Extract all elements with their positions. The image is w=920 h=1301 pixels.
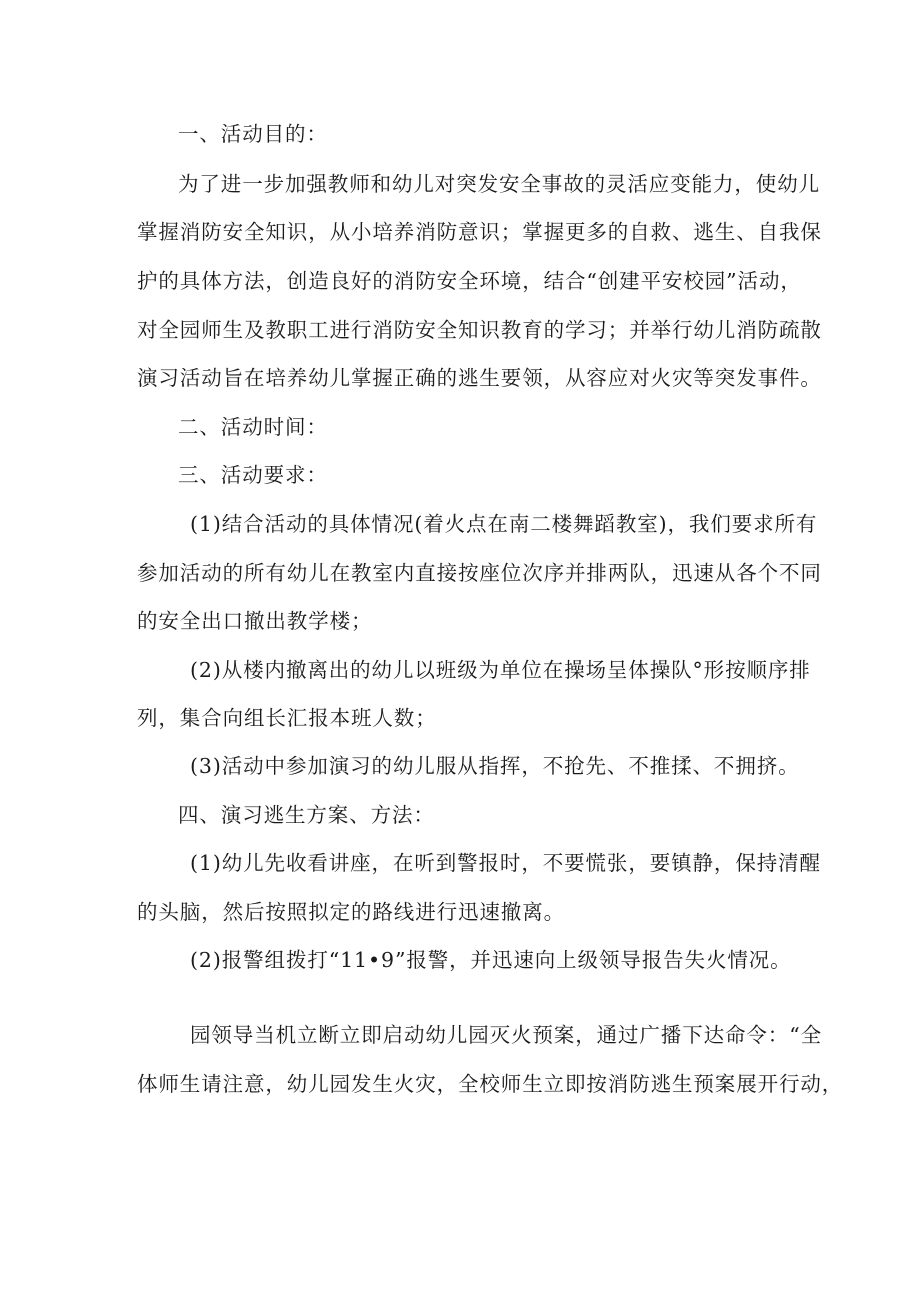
paragraph-line: 为了进一步加强教师和幼儿对突发安全事故的灵活应变能力，使幼儿	[178, 172, 820, 196]
heading-activity-requirements: 三、活动要求：	[178, 463, 328, 487]
heading-activity-purpose: 一、活动目的：	[178, 122, 328, 146]
paragraph-line: 园领导当机立断立即启动幼儿园灭火预案，通过广播下达命令：“全	[190, 1023, 822, 1047]
paragraph-line: 的头脑，然后按照拟定的路线进行迅速撤离。	[137, 900, 565, 924]
paragraph-line: 的安全出口撤出教学楼；	[137, 609, 373, 633]
paragraph-line: (2)报警组拨打“11•9”报警，并迅速向上级领导报告失火情况。	[190, 948, 792, 972]
heading-drill-plan: 四、演习逃生方案、方法：	[178, 803, 435, 827]
paragraph-line: 参加活动的所有幼儿在教室内直接按座位次序并排两队，迅速从各个不同	[137, 561, 822, 585]
paragraph-line: 体师生请注意，幼儿园发生火灾，全校师生立即按消防逃生预案展开行动，	[137, 1072, 844, 1096]
paragraph-line: 列，集合向组长汇报本班人数；	[137, 706, 437, 730]
paragraph-line: (1)结合活动的具体情况(着火点在南二楼舞蹈教室)，我们要求所有	[190, 512, 818, 536]
paragraph-line: (3)活动中参加演习的幼儿服从指挥，不抢先、不推揉、不拥挤。	[190, 754, 800, 778]
paragraph-line: 对全园师生及教职工进行消防安全知识教育的学习；并举行幼儿消防疏散	[137, 318, 822, 342]
paragraph-line: 护的具体方法，创造良好的消防安全环境，结合“创建平安校园”活动，	[137, 269, 802, 293]
paragraph-line: 掌握消防安全知识，从小培养消防意识；掌握更多的自救、逃生、自我保	[137, 220, 822, 244]
paragraph-line: (2)从楼内撤离出的幼儿以班级为单位在操场呈体操队°形按顺序排	[190, 658, 811, 682]
paragraph-line: (1)幼儿先收看讲座，在听到警报时，不要慌张，要镇静，保持清醒	[190, 851, 821, 875]
paragraph-line: 演习活动旨在培养幼儿掌握正确的逃生要领，从容应对火灾等突发事件。	[137, 366, 822, 390]
heading-activity-time: 二、活动时间：	[178, 415, 328, 439]
